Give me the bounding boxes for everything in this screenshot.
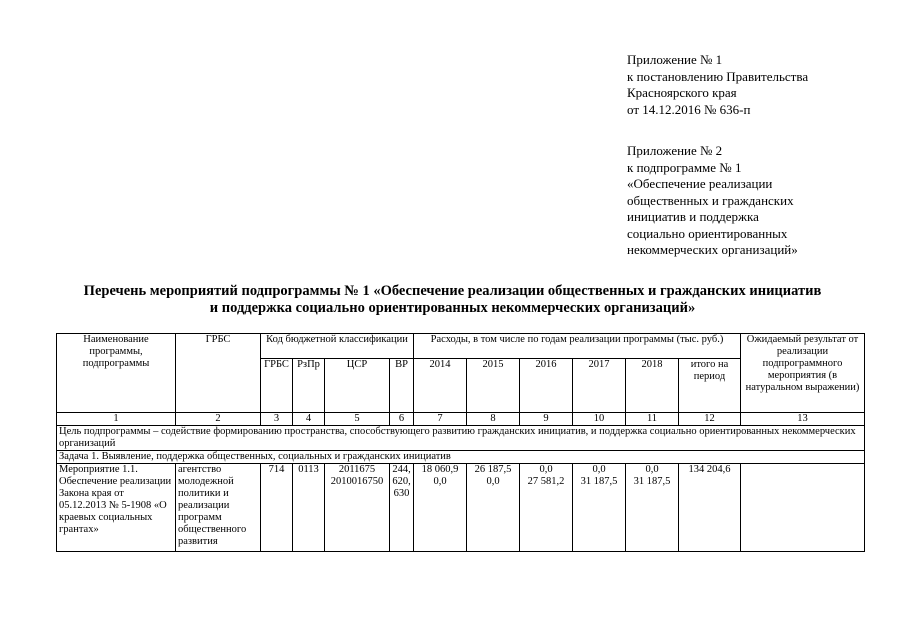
col-number: 7 (414, 413, 467, 426)
appendix-2-line: инициатив и поддержка (627, 209, 759, 224)
measure-result (741, 464, 865, 552)
col-number: 1 (57, 413, 176, 426)
measure-grbs: 714 (261, 464, 293, 552)
header-name: Наименование программы, подпрограммы (57, 334, 176, 413)
goal-row (57, 426, 865, 451)
subheader-2016: 2016 (520, 359, 573, 413)
measure-2018 (626, 464, 679, 552)
col-number: 3 (261, 413, 293, 426)
measure-csr-1: 2011675 (338, 464, 376, 475)
appendix-2-line: «Обеспечение реализации (627, 176, 773, 191)
goal-text: Цель подпрограммы – содействие формированию пространства, способствующего развитию гражданских инициатив, и поддержка социально ориентированных некоммерческих организаций (57, 426, 865, 451)
col-number: 13 (741, 413, 865, 426)
appendix-2-block (627, 143, 798, 259)
task-row (57, 451, 865, 464)
measure-2015 (467, 464, 520, 552)
col-number: 6 (390, 413, 414, 426)
col-number: 2 (176, 413, 261, 426)
appendix-2-line: социально ориентированных (627, 225, 788, 241)
subheader-grbs: ГРБС (261, 359, 293, 413)
col-number: 8 (467, 413, 520, 426)
subheader-2018: 2018 (626, 359, 679, 413)
measure-rzpr: 0113 (293, 464, 325, 552)
col-number: 4 (293, 413, 325, 426)
measure-2016-a: 0,0 (539, 464, 553, 475)
measure-2017-b: 31 187,5 (580, 476, 618, 487)
appendix-2-line: к подпрограмме № 1 (627, 159, 742, 175)
measure-vr-2: 620, (392, 476, 411, 487)
measure-agency: агентство молодежной политики и реализации программ общественного развития (176, 464, 261, 552)
measures-table (56, 333, 865, 552)
appendix-2-line: общественных и гражданских (627, 192, 794, 208)
title-line-1: Перечень мероприятий подпрограммы № 1 «Обеспечение реализации общественных и гражданских инициатив (83, 283, 822, 299)
subheader-total: итого на период (679, 359, 741, 413)
measure-vr (390, 464, 414, 552)
measure-2015-a: 26 187,5 (474, 464, 512, 475)
col-number: 12 (679, 413, 741, 426)
measure-name: Мероприятие 1.1. Обеспечение реализации Закона края от 05.12.2013 № 5-1908 «О краевых социальных грантах» (57, 464, 176, 552)
measure-2017 (573, 464, 626, 552)
measure-csr (325, 464, 390, 552)
col-number: 5 (325, 413, 390, 426)
subheader-2017: 2017 (573, 359, 626, 413)
measure-vr-1: 244, (392, 464, 411, 475)
appendix-1-line: Приложение № 1 (627, 52, 723, 67)
col-number: 9 (520, 413, 573, 426)
appendix-2-line: некоммерческих организаций» (627, 242, 798, 257)
measure-2015-b: 0,0 (486, 476, 500, 487)
subheader-vr: ВР (390, 359, 414, 413)
header-grbs: ГРБС (176, 334, 261, 413)
appendix-1-line: к постановлению Правительства (627, 68, 809, 84)
task-text: Задача 1. Выявление, поддержка общественных, социальных и гражданских инициатив (57, 451, 865, 464)
header-budget-code: Код бюджетной классификации (261, 334, 414, 359)
appendix-1-line: Красноярского края (627, 85, 737, 100)
measure-2014-a: 18 060,9 (421, 464, 459, 475)
table-header-row (57, 334, 865, 359)
appendix-1-line: от 14.12.2016 № 636-п (627, 101, 751, 117)
measure-2014-b: 0,0 (433, 476, 447, 487)
col-number: 10 (573, 413, 626, 426)
measure-vr-3: 630 (393, 488, 410, 499)
measure-2016 (520, 464, 573, 552)
measure-csr-2: 2010016750 (330, 476, 384, 487)
header-result: Ожидаемый результат от реализации подпрограммного мероприятия (в натуральном выражении) (741, 334, 865, 413)
measure-2014 (414, 464, 467, 552)
measure-2017-a: 0,0 (592, 464, 606, 475)
table-number-row (57, 413, 865, 426)
measure-2018-a: 0,0 (645, 464, 659, 475)
table-row (57, 464, 865, 552)
document-title (0, 283, 905, 317)
subheader-rzpr: РзПр (293, 359, 325, 413)
title-line-2: и поддержка социально ориентированных некоммерческих организаций» (209, 300, 696, 316)
subheader-2015: 2015 (467, 359, 520, 413)
appendix-2-line: Приложение № 2 (627, 143, 723, 158)
col-number: 11 (626, 413, 679, 426)
appendix-1-block (627, 52, 808, 118)
subheader-csr: ЦСР (325, 359, 390, 413)
measure-total: 134 204,6 (679, 464, 741, 552)
subheader-2014: 2014 (414, 359, 467, 413)
measure-2016-b: 27 581,2 (527, 476, 565, 487)
measure-2018-b: 31 187,5 (633, 476, 671, 487)
header-expenses: Расходы, в том числе по годам реализации программы (тыс. руб.) (414, 334, 741, 359)
